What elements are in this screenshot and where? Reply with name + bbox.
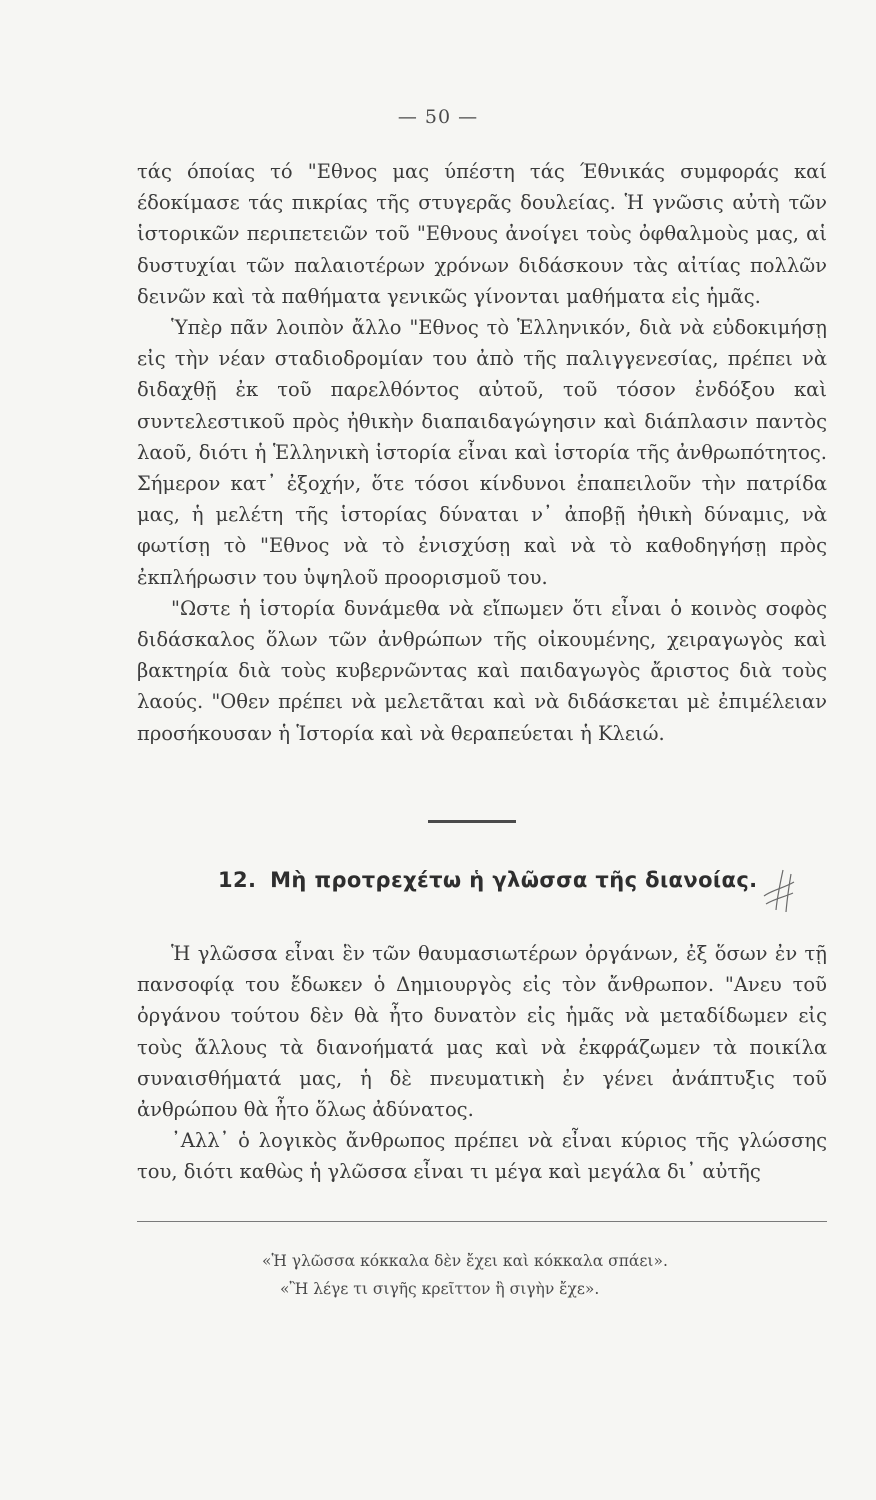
footnote-rule (137, 1221, 827, 1222)
page-number: — 50 — (397, 106, 479, 128)
section-number: 12. (218, 868, 257, 892)
paragraph: τάς όποίας τό "Εθνος μας ύπέστη τάς Έθνικάς συμφοράς καί έδοκίμασε τάς πικρίας τῆς στυγερᾶς δουλείας. Ἡ γνῶσις αὐτὴ τῶν ἱστορικῶν περιπετειῶν τοῦ "Εθνους ἀνοίγει τοὺς ὀφθαλμοὺς μας, αἱ δυστυχίαι τῶν παλαιοτέρων χρόνων διδάσκουν τὰς αἰτίας πολλῶν δεινῶν καὶ τὰ παθήματα γενικῶς γίνονται μαθήματα εἰς ἡμᾶς. (137, 160, 827, 308)
section-heading (218, 868, 758, 892)
handwritten-mark-icon (760, 866, 798, 916)
paragraph: ᾽Αλλ᾽ ὁ λογικὸς ἄνθρωπος πρέπει νὰ εἶναι κύριος τῆς γλώσσης του, διότι καθὼς ἡ γλῶσσα εἶναι τι μέγα καὶ μεγάλα δι᾽ αὐτῆς (137, 1129, 827, 1184)
text-block-history (137, 156, 827, 749)
footnote: «Ἡ γλῶσσα κόκκαλα δὲν ἔχει καὶ κόκκαλα σπάει». (262, 1252, 668, 1270)
section-title: Μὴ προτρεχέτω ἡ γλῶσσα τῆς διανοίας. (270, 868, 758, 892)
paragraph: "Ωστε ἡ ἱστορία δυνάμεθα νὰ εἴπωμεν ὅτι εἶναι ὁ κοινὸς σοφὸς διδάσκαλος ὅλων τῶν ἀνθρώπων τῆς οἰκουμένης, χειραγωγὸς καὶ βακτηρία διὰ τοὺς κυβερνῶντας καὶ παιδαγωγὸς ἄριστος διὰ τοὺς λαούς. "Οθεν πρέπει νὰ μελετᾶται καὶ νὰ διδάσκεται μὲ ἐπιμέλειαν προσήκουσαν ἡ Ἱστορία καὶ νὰ θεραπεύεται ἡ Κλειώ. (137, 596, 827, 745)
section-divider (428, 820, 516, 823)
text-block-tongue (137, 938, 827, 1188)
footnote: «Ἢ λέγε τι σιγῆς κρεῖττον ἢ σιγὴν ἔχε». (280, 1280, 600, 1298)
paragraph: Ἡ γλῶσσα εἶναι ἓν τῶν θαυμασιωτέρων ὀργάνων, ἐξ ὅσων ἐν τῇ πανσοφίᾳ του ἔδωκεν ὁ Δημιουργὸς εἰς τὸν ἄνθρωπον. "Ανευ τοῦ ὀργάνου τούτου δὲν θὰ ἦτο δυνατὸν εἰς ἡμᾶς νὰ μεταδίδωμεν εἰς τοὺς ἄλλους τὰ διανοήματά μας καὶ νὰ ἐκφράζωμεν τὰ ποικίλα συναισθήματά μας, ἡ δὲ πνευματικὴ ἐν γένει ἀνάπτυξις τοῦ ἀνθρώπου θὰ ἦτο ὅλως ἀδύνατος. (137, 942, 827, 1122)
paragraph: Ὑπὲρ πᾶν λοιπὸν ἄλλο "Εθνος τὸ Ἑλληνικόν, διὰ νὰ εὐδοκιμήσῃ εἰς τὴν νέαν σταδιοδρομίαν του ἀπὸ τῆς παλιγγενεσίας, πρέπει νὰ διδαχθῇ ἐκ τοῦ παρελθόντος αὐτοῦ, τοῦ τόσον ἐνδόξου καὶ συντελεστικοῦ πρὸς ἠθικὴν διαπαιδαγώγησιν καὶ διάπλασιν παντὸς λαοῦ, διότι ἡ Ἑλληνικὴ ἱστορία εἶναι καὶ ἱστορία τῆς ἀνθρωπότητος. Σήμερον κατ᾽ ἐξοχήν, ὅτε τόσοι κίνδυνοι ἐπαπειλοῦν τὴν πατρίδα μας, ἡ μελέτη τῆς ἱστορίας δύναται ν᾽ ἀποβῇ ἠθικὴ δύναμις, νὰ φωτίσῃ τὸ "Εθνος νὰ τὸ ἐνισχύσῃ καὶ νὰ τὸ καθοδηγήσῃ πρὸς ἐκπλήρωσιν του ὑψηλοῦ προορισμοῦ του. (137, 316, 827, 589)
